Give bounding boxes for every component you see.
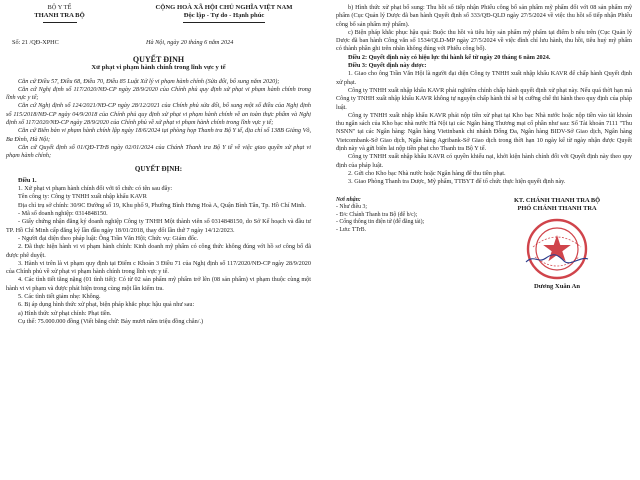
- national-heading: [138, 4, 310, 23]
- article-3-line: Công ty TNHH xuất nhập khẩu KAVR có quyền khiếu nại, khởi kiện hành chính đối với Quyết định này theo quy định của pháp luật.: [336, 153, 632, 169]
- article-1-line: Tên công ty: Công ty TNHH xuất nhập khẩu KAVR: [18, 193, 147, 201]
- article-1-line: - Mã số doanh nghiệp: 0314848150.: [18, 210, 108, 218]
- national-motto: Độc lập - Tự do - Hạnh phúc: [183, 12, 265, 20]
- article-1-line: - Người đại diện theo pháp luật: Ông Trần Văn Hội; Chức vụ: Giám đốc.: [18, 234, 199, 242]
- document-title: QUYẾT ĐỊNH: [132, 55, 185, 64]
- decides-heading: QUYẾT ĐỊNH:: [134, 164, 183, 173]
- article-3-body: [336, 70, 632, 186]
- signer-authority: KT. CHÁNH THANH TRA BỘ: [513, 196, 601, 204]
- basis-paragraph: Căn cứ Quyết định số 01/QĐ-TTrB ngày 02/01/2024 của Chánh Thanh tra Bộ Y tế về việc giao quyền xử phạt vi phạm hành chính;: [6, 143, 311, 160]
- article-3-heading: Điều 3: Quyết định này được:: [348, 62, 427, 70]
- legal-basis: [6, 78, 311, 161]
- article-1-line: Cụ thể: 75.000.000 đồng (Viết bằng chữ: Bảy mươi năm triệu đồng chẵn/.): [18, 317, 204, 325]
- issuer-block: [12, 4, 107, 23]
- article-1-line: Địa chỉ trụ sở chính: 30/9C Đường số 19, Khu phố 9, Phường Bình Hưng Hoà A, Quận Bình Tân, Tp. Hồ Chí Minh.: [18, 201, 306, 209]
- basis-paragraph: Căn cứ Biên bản vi phạm hành chính lập ngày 18/6/2024 tại phòng họp Thanh tra Bộ Y tế, địa chỉ số 138B Giảng Võ, Ba Đình, Hà Nội;: [6, 127, 311, 143]
- left-column: [6, 4, 311, 326]
- article-1-line: - Giấy chứng nhận đăng ký doanh nghiệp Công ty TNHH Một thành viên số 0314848150, do Sở Kế hoạch và đầu tư TP. Hồ Chí Minh cấp đăng ký lần đầu ngày 18/01/2018, thay đổi lần thứ 7 ngày 14/12/2023.: [6, 218, 311, 234]
- article-1-line: a) Hình thức xử phạt chính: Phạt tiền.: [18, 309, 112, 317]
- signature-area: [336, 197, 632, 292]
- recipient-item: - Cổng thông tin điện tử (để đăng tải);: [336, 219, 425, 226]
- article-3-line: 2. Gửi cho Kho bạc Nhà nước hoặc Ngân hàng để thu tiền phạt.: [348, 169, 506, 177]
- document-number: Số: 21 /QĐ-XPHC: [12, 39, 59, 46]
- article-1-line: 4. Các tình tiết tăng nặng (01 tình tiết): Có từ 02 sản phẩm mỹ phẩm trở lên (08 sản phẩm) vi phạm thuộc cùng một hành vi vi phạm và được phát hiện trong cùng một lần kiểm tra.: [6, 276, 311, 292]
- article-1-heading: Điều 1.: [18, 176, 37, 184]
- recipient-item: - Đ/c Chánh Thanh tra Bộ (để b/c);: [336, 211, 418, 218]
- article-1-line: 6. Bị áp dụng hình thức xử phạt, biện pháp khắc phục hậu quả như sau:: [18, 301, 195, 309]
- right-column: [336, 4, 632, 291]
- signer-name: Dương Xuân An: [533, 283, 581, 291]
- article-3-line: Công ty TNHH xuất nhập khẩu KAVR phải nộp tiền xử phạt tại Kho bạc Nhà nước hoặc nộp tiền vào tài khoản thu ngân sách của Kho bạc nhà nước Hà Nội tại các Ngân hàng Thương mại cổ phần như sau: Số Tài khoản 7111 "Thu NSNN" tại các Ngân hàng: Ngân hàng Vietinbank chi nhánh Đống Đa, Ngân hàng BIDV-Sở Giao dịch, Ngân hàng Vietcombank-Sở Giao dịch, Ngân hàng Agribank-Sở Giao dịch trong thời hạn 10 ngày kể từ ngày nhận được Quyết định này và gửi biên lai nộp tiền phạt cho Thanh tra Bộ Y tế.: [336, 111, 632, 153]
- signer-block: [482, 197, 632, 292]
- article-3-line: Công ty TNHH xuất nhập khẩu KAVR phải nghiêm chỉnh chấp hành quyết định xử phạt này. Nếu quá thời hạn mà Công ty TNHH xuất nhập khẩu KAVR không tự nguyện chấp hành thì sẽ bị cưỡng chế thi hành theo quy định của pháp luật.: [336, 86, 632, 111]
- recipient-item: - Như điều 3;: [336, 204, 367, 211]
- article-2: Điều 2: Quyết định này có hiệu lực thi hành kể từ ngày 20 tháng 6 năm 2024.: [348, 53, 551, 61]
- article-1-line: 1. Xử phạt vi phạm hành chính đối với tổ chức có tên sau đây:: [18, 185, 173, 193]
- signer-title: PHÓ CHÁNH THANH TRA: [517, 204, 597, 212]
- motto-underline: [183, 22, 265, 23]
- article-3-line: 1. Giao cho ông Trần Văn Hội là người đại diện Công ty TNHH xuất nhập khẩu KAVR để chấp hành Quyết định xử phạt.: [336, 70, 632, 86]
- article-1-line: 2. Đã thực hiện hành vi vi phạm hành chính: Kinh doanh mỹ phẩm có công thức không đúng với hồ sơ công bố đã được phê duyệt.: [6, 243, 311, 259]
- basis-paragraph: Căn cứ Nghị định số 124/2021/NĐ-CP ngày 28/12/2021 của Chính phủ sửa đổi, bổ sung một số điều của Nghị định số 115/2018/NĐ-CP ngày 04/9/2018 của Chính phủ quy định xử phạt vi phạm hành chính về an toàn thực phẩm và Nghị định số 117/2020/NĐ-CP ngày 28/9/2020 của Chính phủ về xử phạt vi phạm hành chính trong lĩnh vực y tế;: [6, 102, 311, 127]
- ministry-name: BỘ Y TẾ: [47, 4, 72, 11]
- basis-paragraph: Căn cứ Điều 57, Điều 68, Điều 70, Điều 85 Luật Xử lý vi phạm hành chính (Sửa đổi, bổ sung năm 2020);: [18, 77, 280, 85]
- issuer-underline: [43, 22, 77, 23]
- article-3-line: 3. Giao Phòng Thanh tra Dược, Mỹ phẩm, TTBYT để tổ chức thực hiện quyết định này.: [348, 178, 566, 186]
- recipients-heading: Nơi nhận:: [336, 196, 361, 203]
- article-1-body: [6, 185, 311, 326]
- article-1-line: 5. Các tình tiết giảm nhẹ: Không.: [18, 293, 101, 301]
- republic-name: CỘNG HOÀ XÃ HỘI CHỦ NGHĨA VIỆT NAM: [155, 4, 293, 11]
- basis-paragraph: Căn cứ Nghị định số 117/2020/NĐ-CP ngày 28/9/2020 của Chính phủ quy định xử phạt vi phạm hành chính trong lĩnh vực y tế;: [6, 85, 311, 102]
- recipient-item: - Lưu: TTrB.: [336, 226, 367, 233]
- document-subtitle: Xử phạt vi phạm hành chính trong lĩnh vực y tế: [91, 64, 226, 72]
- remedial-measure: c) Biện pháp khắc phục hậu quả: Buộc thu hồi và tiêu hủy sản phẩm mỹ phẩm tại điểm b nêu trên (Cục Quản lý Dược đã ban hành Công văn số 1534/QLD-MP ngày 27/5/2024 về việc đình chỉ lưu hành, thu hồi, tiêu huỷ mỹ phẩm có thành phần ghi trên nhãn không đúng với Phiếu công bố).: [336, 28, 632, 53]
- document-header: [6, 4, 311, 54]
- article-1-line: 3. Hành vi trên là vi phạm quy định tại Điểm c Khoản 3 Điều 71 của Nghị định số 117/2020/NĐ-CP ngày 28/9/2020 của Chính phủ về xử phạt vi phạm hành chính trong lĩnh vực y tế.: [6, 259, 311, 276]
- agency-name: THANH TRA BỘ: [34, 12, 85, 20]
- place-date: Hà Nội, ngày 20 tháng 6 năm 2024: [146, 39, 234, 46]
- additional-penalty: b) Hình thức xử phạt bổ sung: Thu hồi số tiếp nhận Phiếu công bố sản phẩm mỹ phẩm đối với 08 sản phẩm mỹ phẩm (Cục Quản lý Dược đã ban hành Quyết định số 333/QĐ-QLD ngày 27/5/2024 về việc thu hồi số tiếp nhận Phiếu công bố sản phẩm mỹ phẩm).: [336, 4, 632, 28]
- recipients-list: [336, 197, 456, 292]
- official-seal-icon: [525, 217, 589, 281]
